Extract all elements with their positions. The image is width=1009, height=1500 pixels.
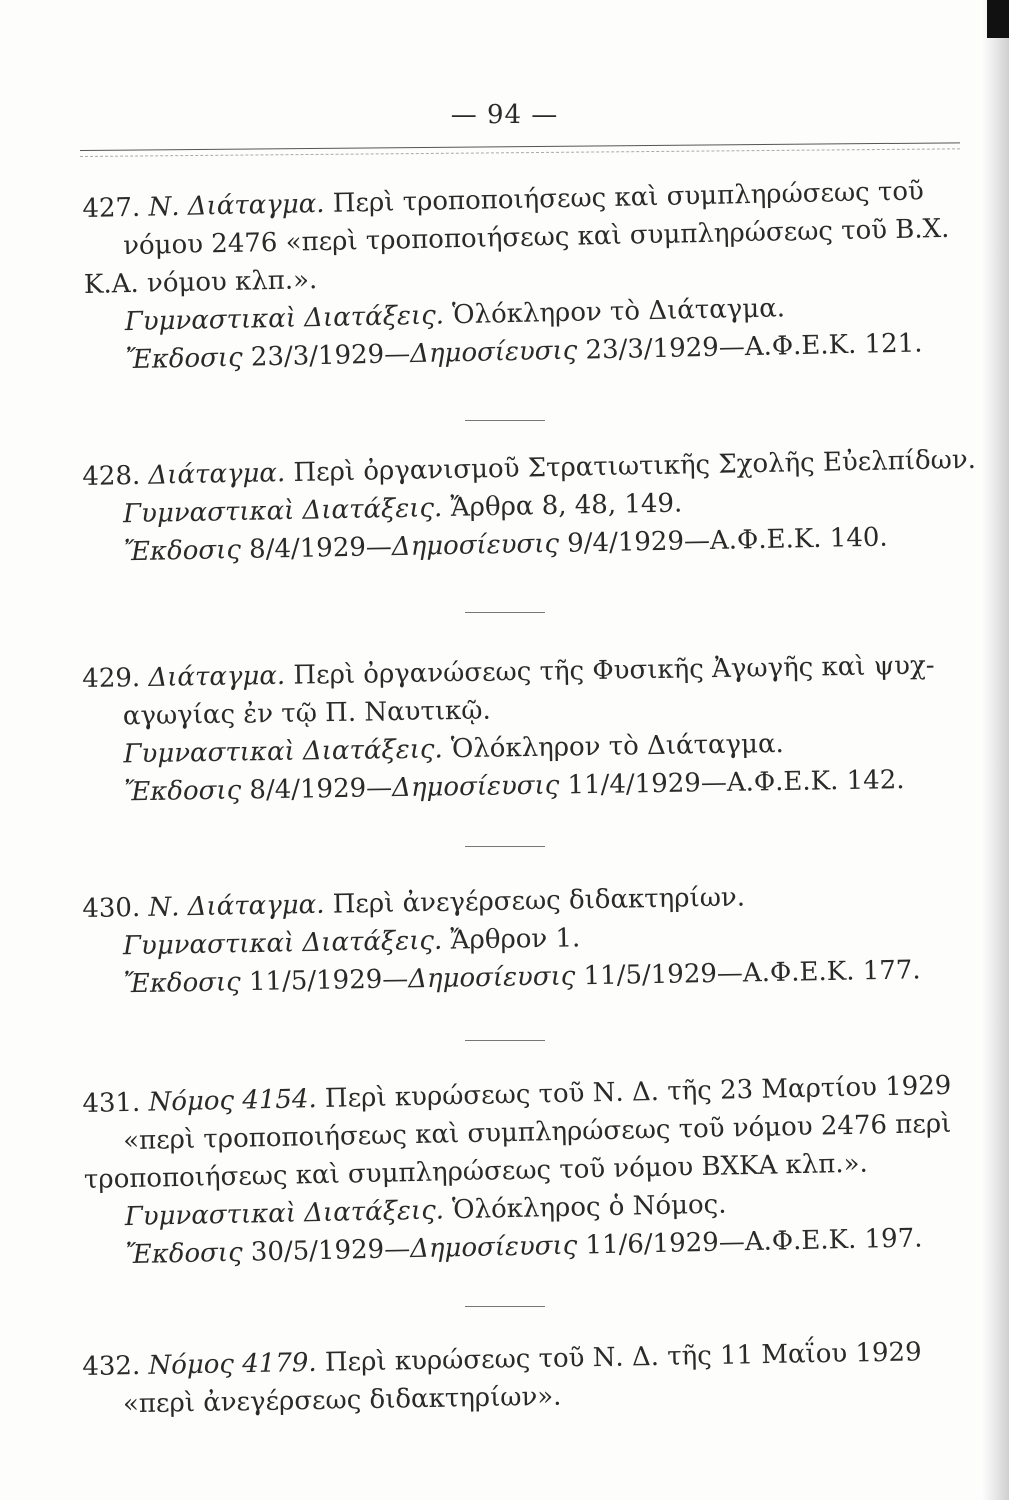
entry-line: Κ.Α. νόμου κλπ.». <box>83 265 318 300</box>
separator-rule <box>465 612 545 613</box>
entry-427 <box>82 172 966 380</box>
entry-line: Ἔκδοσις 8/4/1929—Δημοσίευσις 11/4/1929—Α.Φ.Ε.Κ. 142. <box>123 765 905 808</box>
entry-line: Ἔκδοσις 11/5/1929—Δημοσίευσις 11/5/1929—Α.Φ.Ε.Κ. 177. <box>123 955 921 1000</box>
entry-line: 431. Νόμος 4154. Περὶ κυρώσεως τοῦ Ν. Δ. τῆς 23 Μαρτίου 1929 <box>82 1070 952 1119</box>
entry-line: 430. Ν. Διάταγμα. Περὶ ἀνεγέρσεως διδακτηρίων. <box>82 882 746 924</box>
entry-430 <box>82 875 964 1004</box>
separator-rule <box>465 1040 545 1041</box>
entry-line: «περὶ ἀνεγέρσεως διδακτηρίων». <box>122 1381 562 1420</box>
entry-line: Γυμναστικαὶ Διατάξεις. Ἄρθρον 1. <box>122 923 581 962</box>
separator-rule <box>465 420 545 421</box>
scan-edge-shadow <box>981 0 1009 1500</box>
page-number: — 94 — <box>450 100 559 130</box>
separator-rule <box>465 846 545 847</box>
entry-line: νόμου 2476 «περὶ τροποποιήσεως καὶ συμπληρώσεως τοῦ Β.Χ. <box>122 213 950 262</box>
entry-428 <box>82 441 977 572</box>
entry-432 <box>82 1333 963 1424</box>
entry-line: 428. Διάταγμα. Περὶ ὀργανισμοῦ Στρατιωτικῆς Σχολῆς Εὐελπίδων. <box>82 444 977 492</box>
entry-line: 432. Νόμος 4179. Περὶ κυρώσεως τοῦ Ν. Δ. τῆς 11 Μαΐου 1929 <box>82 1337 922 1382</box>
separator-rule <box>465 1306 545 1307</box>
entry-line: Γυμναστικαὶ Διατάξεις. Ὁλόκληρος ὁ Νόμος. <box>124 1189 727 1233</box>
entry-line: τροποποιήσεως καὶ συμπληρώσεως τοῦ νόμου ΒΧΚΑ κλπ.». <box>83 1148 869 1195</box>
entry-429 <box>82 646 964 812</box>
scan-corner-mark <box>987 0 1009 38</box>
entry-line: Ἔκδοσις 23/3/1929—Δημοσίευσις 23/3/1929—Α.Φ.Ε.Κ. 121. <box>125 328 923 376</box>
entry-line: Ἔκδοσις 8/4/1929—Δημοσίευσις 9/4/1929—Α.Φ.Ε.Κ. 140. <box>123 522 888 568</box>
entry-line: Γυμναστικαὶ Διατάξεις. Ὁλόκληρον τὸ Διάταγμα. <box>124 293 786 338</box>
entry-line: Γυμναστικαὶ Διατάξεις. Ἄρθρα 8, 48, 149. <box>122 488 683 530</box>
entry-line: 429. Διάταγμα. Περὶ ὀργανώσεως τῆς Φυσικῆς Ἀγωγῆς καὶ ψυχ- <box>82 650 935 694</box>
entry-431 <box>82 1067 966 1275</box>
entry-line: Γυμναστικαὶ Διατάξεις. Ὁλόκληρον τὸ Διάταγμα. <box>123 728 785 770</box>
entry-line: αγωγίας ἐν τῷ Π. Ναυτικῷ. <box>122 695 491 732</box>
entry-line: «περὶ τροποποιήσεως καὶ συμπληρώσεως τοῦ νόμου 2476 περὶ <box>122 1108 952 1157</box>
entry-line: 427. Ν. Διάταγμα. Περὶ τροποποιήσεως καὶ συμπληρώσεως τοῦ <box>82 176 925 224</box>
entry-line: Ἔκδοσις 30/5/1929—Δημοσίευσις 11/6/1929—Α.Φ.Ε.Κ. 197. <box>125 1223 923 1271</box>
